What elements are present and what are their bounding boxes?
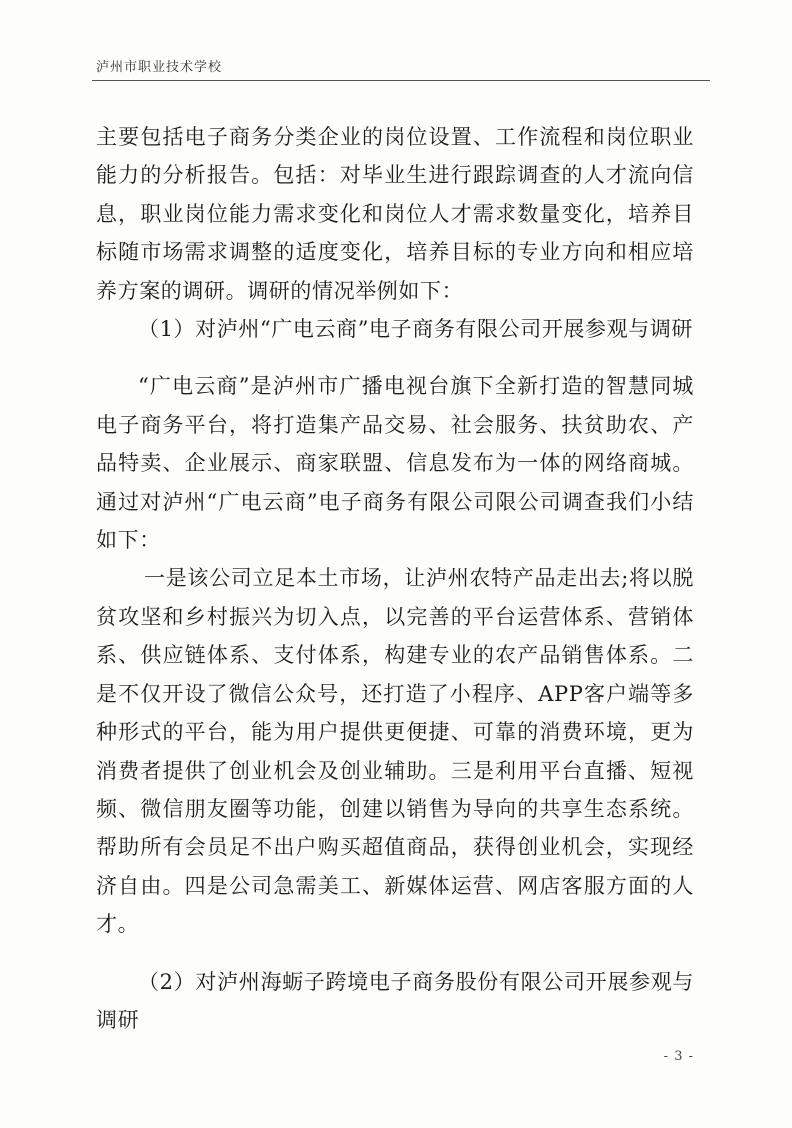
paragraph-intro: 主要包括电子商务分类企业的岗位设置、工作流程和岗位职业能力的分析报告。包括：对毕业生进行跟踪调查的人才流向信息，职业岗位能力需求变化和岗位人才需求数量变化，培养目标随市场需求调整的适度变化，培养目标的专业方向和相应培养方案的调研。调研的情况举例如下： [96, 125, 694, 303]
document-body [96, 118, 694, 1039]
paragraph-company-1-intro: “广电云商”是泸州市广播电视台旗下全新打造的智慧同城电子商务平台，将打造集产品交易、社会服务、扶贫助农、产品特卖、企业展示、商家联盟、信息发布为一体的网络商城。通过对泸州“广电云商”电子商务有限公司限公司调查我们小结如下： [96, 374, 694, 553]
page-number: - 3 - [663, 1049, 694, 1064]
running-header: 泸州市职业技术学校 [96, 60, 223, 75]
section-heading-1: （1）对泸州“广电云商”电子商务有限公司开展参观与调研 [138, 317, 694, 342]
paragraph-company-1-summary: 一是该公司立足本土市场，让泸州农特产品走出去;将以脱贫攻坚和乡村振兴为切入点，以完善的平台运营体系、营销体系、供应链体系、支付体系，构建专业的农产品销售体系。二是不仅开设了微信公众号，还打造了小程序、APP客户端等多种形式的平台，能为用户提供更便捷、可靠的消费环境，更为消费者提供了创业机会及创业辅助。三是利用平台直播、短视频、微信朋友圈等功能，创建以销售为导向的共享生态系统。帮助所有会员足不出户购买超值商品，获得创业机会，实现经济自由。四是公司急需美工、新媒体运营、网店客服方面的人才。 [96, 566, 694, 937]
section-heading-2: （2）对泸州海蛎子跨境电子商务股份有限公司开展参观与调研 [96, 969, 694, 1032]
header-divider [92, 80, 710, 81]
